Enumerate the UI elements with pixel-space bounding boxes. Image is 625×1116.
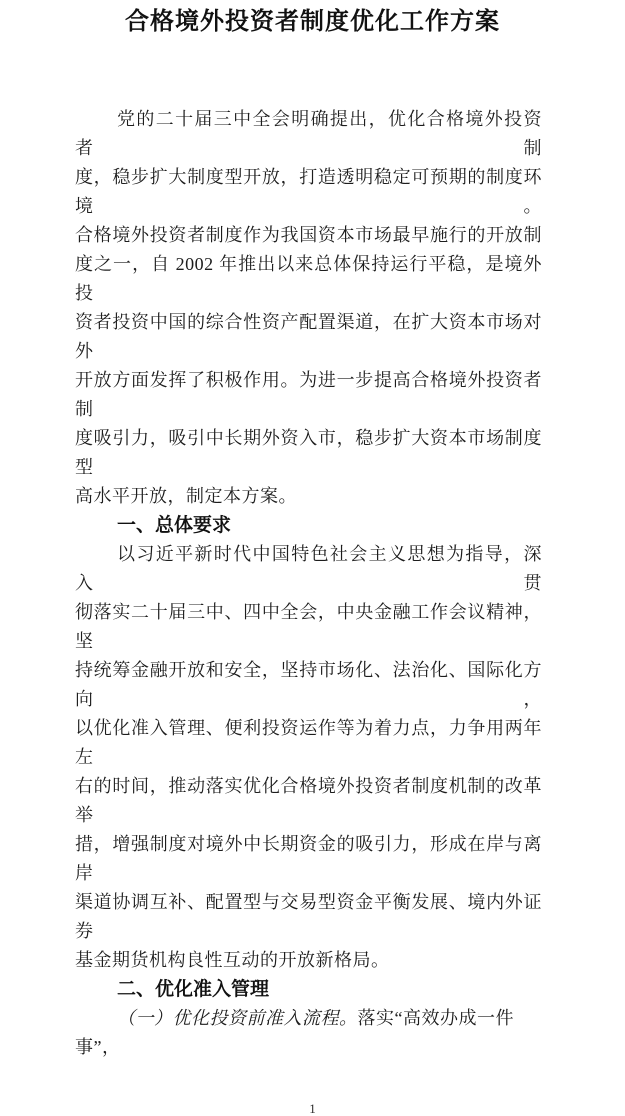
paragraph-overall-requirements xyxy=(75,540,542,975)
item-1-rest-text: 落实“高效办成一件事”， xyxy=(75,1008,514,1057)
paragraph-line: 度之一，自 2002 年推出以来总体保持运行平稳，是境外投 xyxy=(75,254,542,303)
paragraph-line: 右的时间，推动落实优化合格境外投资者制度机制的改革举 xyxy=(75,776,542,825)
paragraph-line: 基金期货机构良性互动的开放新格局。 xyxy=(75,950,390,970)
paragraph-line: 资者投资中国的综合性资产配置渠道，在扩大资本市场对外 xyxy=(75,312,542,361)
paragraph-line: 措，增强制度对境外中长期资金的吸引力，形成在岸与离岸 xyxy=(75,834,542,883)
item-1-lead-text: （一）优化投资前准入流程。 xyxy=(117,1008,358,1028)
paragraph-line: 彻落实二十届三中、四中全会，中央金融工作会议精神，坚 xyxy=(75,602,542,651)
page-number: 1 xyxy=(309,1101,316,1116)
document-body xyxy=(75,105,542,1062)
paragraph-intro xyxy=(75,105,542,511)
paragraph-line: 开放方面发挥了积极作用。为进一步提高合格境外投资者制 xyxy=(75,370,542,419)
paragraph-line: 高水平开放，制定本方案。 xyxy=(75,486,297,506)
section-heading-2: 二、优化准入管理 xyxy=(117,979,270,1000)
paragraph-line: 合格境外投资者制度作为我国资本市场最早施行的开放制 xyxy=(75,225,542,245)
page-title: 合格境外投资者制度优化工作方案 xyxy=(125,9,500,35)
paragraph-line: 持统筹金融开放和安全，坚持市场化、法治化、国际化方向， xyxy=(75,660,542,709)
section-heading-1: 一、总体要求 xyxy=(117,515,232,536)
paragraph-line: 党的二十届三中全会明确提出，优化合格境外投资者制 xyxy=(75,109,542,158)
paragraph-line: 以优化准入管理、便利投资运作等为着力点，力争用两年左 xyxy=(75,718,542,767)
paragraph-line: 度吸引力，吸引中长期外资入市，稳步扩大资本市场制度型 xyxy=(75,428,542,477)
paragraph-line: 以习近平新时代中国特色社会主义思想为指导，深入贯 xyxy=(75,544,542,593)
paragraph-item-1 xyxy=(75,1004,542,1062)
paragraph-line: 渠道协调互补、配置型与交易型资金平衡发展、境内外证券 xyxy=(75,892,542,941)
paragraph-line: 度，稳步扩大制度型开放，打造透明稳定可预期的制度环境。 xyxy=(75,167,542,216)
